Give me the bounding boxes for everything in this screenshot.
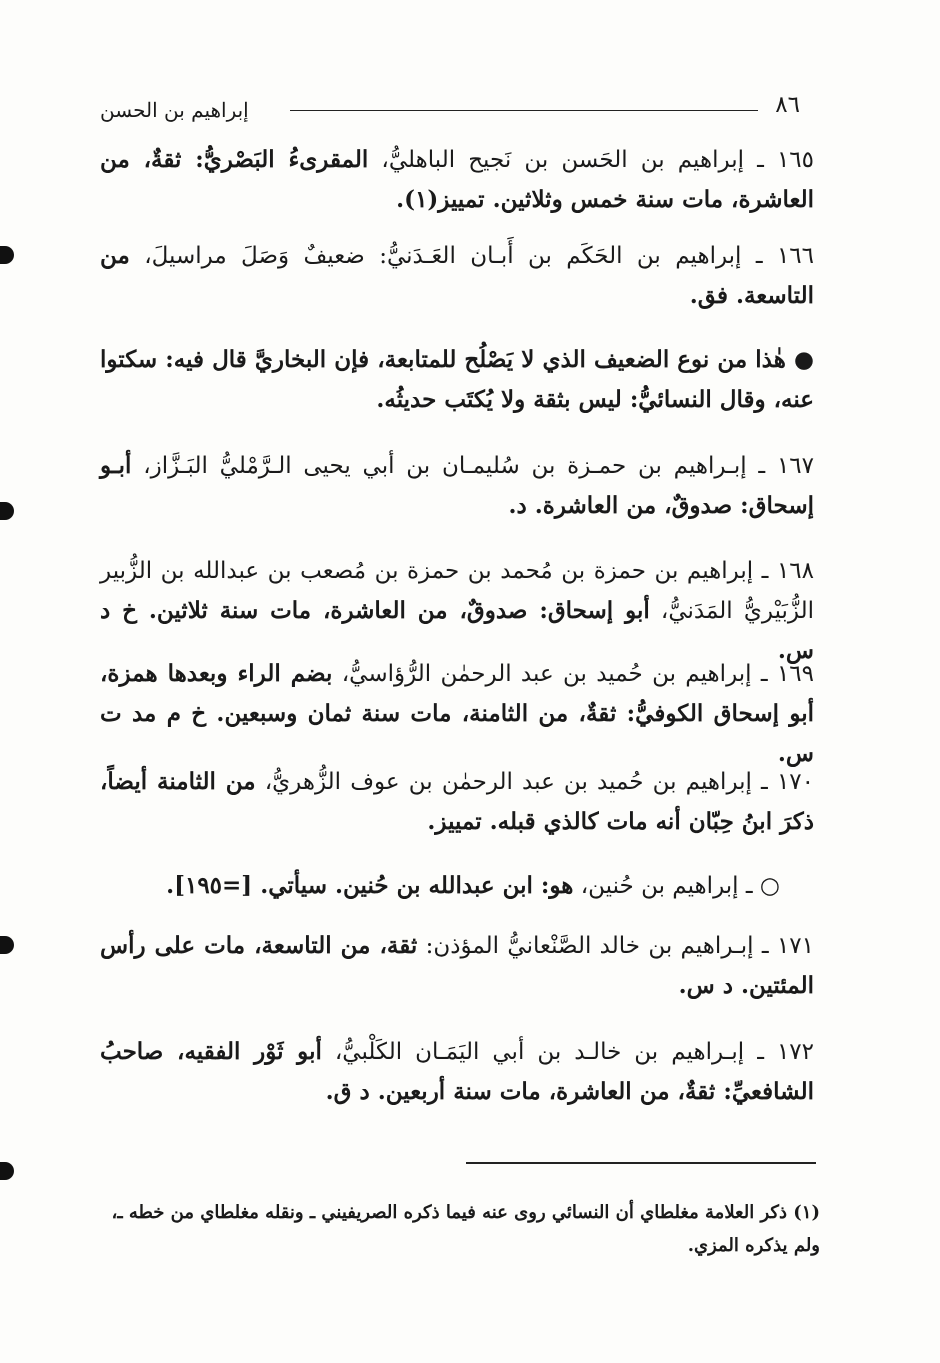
entry-169: ١٦٩ ـ إبراهيم بن حُميد بن عبد الرحمٰن الرُّؤاسيُّ، بضم الراء وبعدها همزة، أبو إسحاق الكوفيُّ: ثقةٌ، من الثامنة، مات سنة ثمان وسبعين. خ م مد ت س.: [100, 660, 814, 767]
cross-reference: ○ ـ إبراهيم بن حُنين، هو: ابن عبدالله بن حُنين. سيأتي. [=١٩٥].: [166, 872, 780, 899]
binding-mark: [0, 936, 14, 954]
entry-172: ١٧٢ ـ إبـراهيم بن خالـد بن أبي اليَمَـان الكَلْبيُّ، أبو ثَوْر الفقيه، صاحبُ الشافعيِّ: ثقةٌ، من العاشرة، مات سنة أربعين. د ق.: [100, 1038, 814, 1105]
header-rule: [290, 110, 758, 111]
commentary-note: ● هٰذا من نوع الضعيف الذي لا يَصْلُح للمتابعة، فإن البخاريَّ قال فيه: سكتوا عنه، وقال النسائيُّ: ليس بثقة ولا يُكتَب حديثُه.: [100, 346, 814, 413]
running-header: [100, 92, 800, 128]
binding-mark: [0, 1162, 14, 1180]
footnote-rule: [466, 1162, 816, 1164]
entry-168: ١٦٨ ـ إبراهيم بن حمزة بن مُحمد بن حمزة بن مُصعب بن عبدالله بن الزُّبير الزُّبَيْريُّ المَدَنيُّ، أبو إسحاق: صدوقٌ، من العاشرة، مات سنة ثلاثين. خ د س.: [100, 558, 814, 664]
running-title: إبراهيم بن الحسن: [100, 98, 249, 122]
entry-166: ١٦٦ ـ إبراهيم بن الحَكَم بن أَبـان العَـدَنيُّ: ضعيفٌ وَصَلَ مراسيلَ، من التاسعة. فق.: [100, 242, 814, 309]
entry-170: ١٧٠ ـ إبراهيم بن حُميد بن عبد الرحمٰن بن عوف الزُّهريُّ، من الثامنة أيضاً، ذكرَ ابنُ حِبّان أنه مات كالذي قبله. تمييز.: [100, 768, 814, 835]
entry-167: ١٦٧ ـ إبـراهيم بن حمـزة بن سُليمـان بن أبي يحيى الـرَّمْليُّ البَـزَّاز، أبـو إسحاق: صدوقٌ، من العاشرة. د.: [100, 452, 814, 519]
entry-171: ١٧١ ـ إبـراهيم بن خالد الصَّنْعانيُّ المؤذن: ثقة، من التاسعة، مات على رأس المئتين. د س.: [100, 932, 814, 999]
page-number: ٨٦: [775, 92, 800, 118]
footnote: (١) ذكر العلامة مغلطاي أن النسائي روى عنه فيما ذكره الصريفيني ـ ونقله مغلطاي من خطه ـ، ولم يذكره المزي.: [111, 1202, 820, 1256]
binding-mark: [0, 246, 14, 264]
binding-mark: [0, 502, 14, 520]
entry-165: ١٦٥ ـ إبراهيم بن الحَسن بن نَجيح الباهليُّ، المقرىءُ البَصْريُّ: ثقةٌ، من العاشرة، مات سنة خمس وثلاثين. تمييز(١).: [100, 146, 814, 213]
